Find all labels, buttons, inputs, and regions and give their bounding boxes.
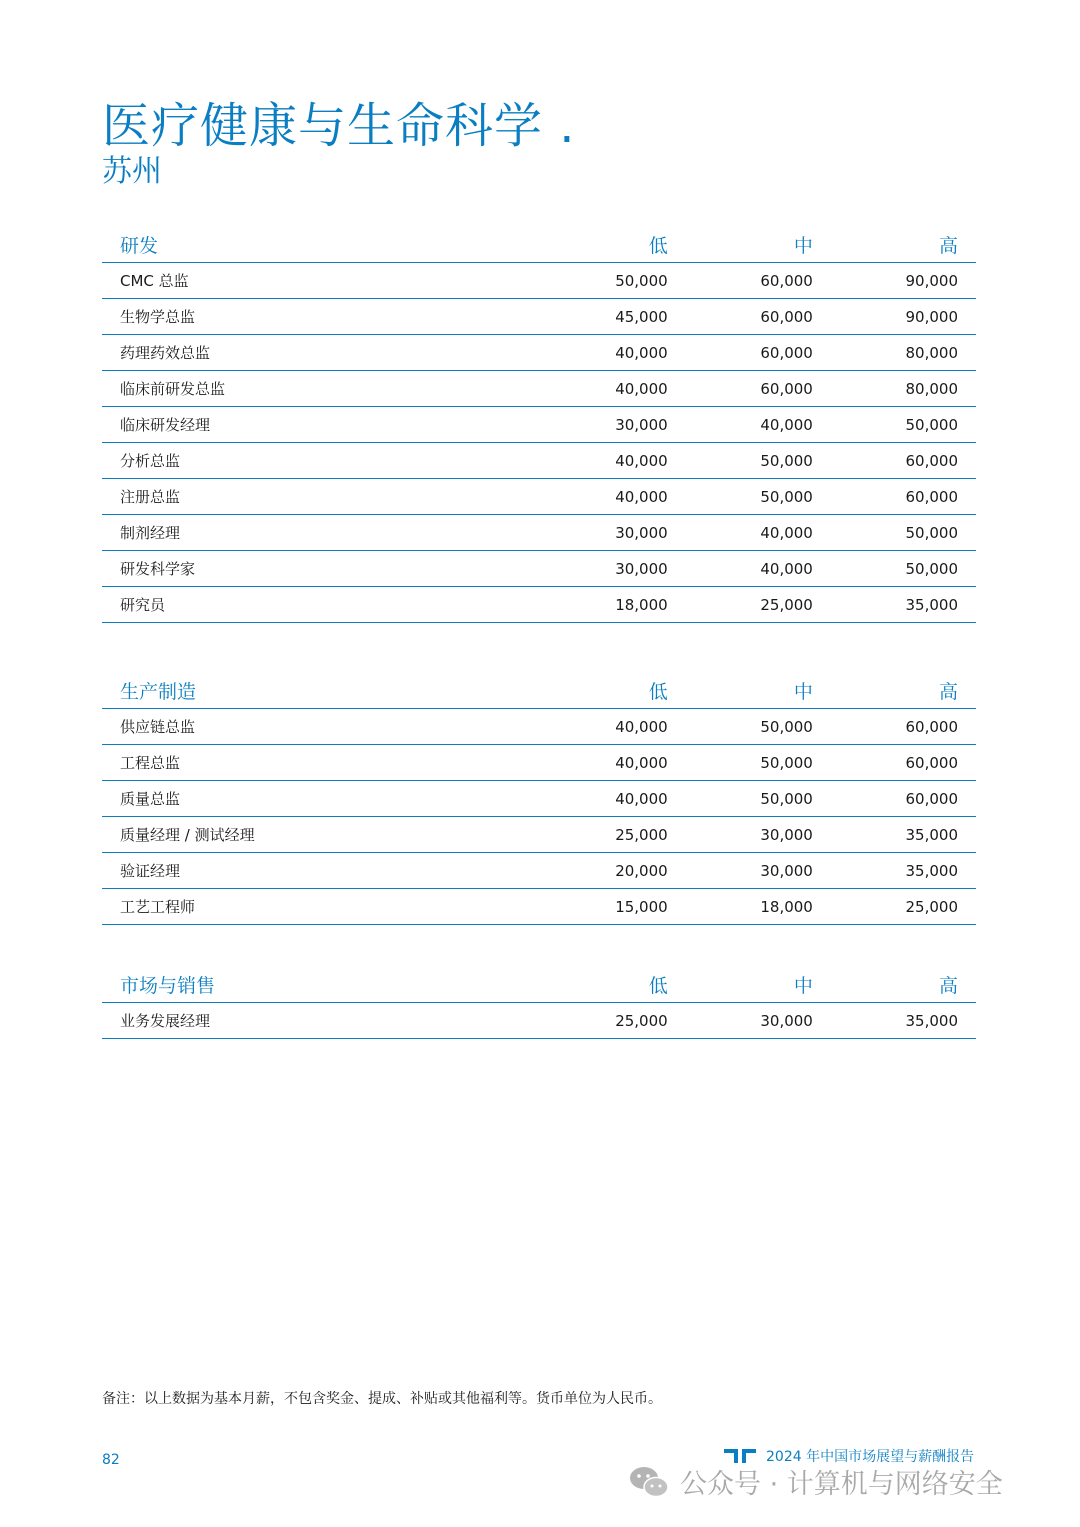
footnote: 备注：以上数据为基本月薪，不包含奖金、提成、补贴或其他福利等。货币单位为人民币。 xyxy=(102,1391,662,1407)
table-row xyxy=(102,335,976,371)
wechat-icon xyxy=(628,1464,670,1500)
salary-mid: 50,000 xyxy=(760,717,813,736)
salary-low: 20,000 xyxy=(615,861,668,880)
salary-high: 60,000 xyxy=(905,451,959,470)
column-mid: 中 xyxy=(793,234,813,257)
salary-high: 60,000 xyxy=(905,717,959,736)
table-row xyxy=(102,853,976,889)
salary-high: 35,000 xyxy=(905,861,959,880)
section-title: 研发 xyxy=(120,234,159,257)
role-name: 生物学总监 xyxy=(120,308,196,326)
salary-low: 40,000 xyxy=(615,487,668,506)
salary-mid: 40,000 xyxy=(760,415,813,434)
salary-low: 25,000 xyxy=(615,825,668,844)
role-name: 注册总监 xyxy=(120,488,181,506)
section-title: 市场与销售 xyxy=(120,974,216,997)
table-row xyxy=(102,889,976,925)
salary-mid: 60,000 xyxy=(760,343,813,362)
salary-mid: 30,000 xyxy=(760,825,813,844)
salary-low: 40,000 xyxy=(615,379,668,398)
column-low: 低 xyxy=(648,974,668,997)
table-row xyxy=(102,709,976,745)
table-row xyxy=(102,781,976,817)
role-name: 药理药效总监 xyxy=(120,344,211,362)
table-row xyxy=(102,299,976,335)
column-mid: 中 xyxy=(793,974,813,997)
role-name: CMC 总监 xyxy=(120,272,189,290)
salary-low: 45,000 xyxy=(615,307,668,326)
page-subtitle: 苏州 xyxy=(102,154,162,189)
salary-table-marketing-sales xyxy=(102,966,976,1039)
report-title: 2024 年中国市场展望与薪酬报告 xyxy=(766,1449,975,1465)
table-row xyxy=(102,817,976,853)
column-low: 低 xyxy=(648,680,668,703)
role-name: 质量经理 / 测试经理 xyxy=(120,826,255,844)
section-title: 生产制造 xyxy=(120,680,197,703)
salary-low: 15,000 xyxy=(615,897,668,916)
role-name: 制剂经理 xyxy=(120,524,181,542)
role-name: 分析总监 xyxy=(120,452,181,470)
role-name: 研发科学家 xyxy=(120,560,196,578)
page-title: 医疗健康与生命科学 . xyxy=(102,98,576,154)
table-row xyxy=(102,263,976,299)
salary-low: 40,000 xyxy=(615,753,668,772)
salary-high: 90,000 xyxy=(905,307,959,326)
salary-high: 50,000 xyxy=(905,559,959,578)
salary-mid: 25,000 xyxy=(760,595,813,614)
salary-high: 90,000 xyxy=(905,271,959,290)
table-row xyxy=(102,479,976,515)
salary-high: 60,000 xyxy=(905,789,959,808)
salary-low: 40,000 xyxy=(615,343,668,362)
salary-high: 50,000 xyxy=(905,415,959,434)
salary-mid: 50,000 xyxy=(760,753,813,772)
salary-mid: 40,000 xyxy=(760,523,813,542)
salary-low: 40,000 xyxy=(615,451,668,470)
table-header xyxy=(102,226,976,263)
watermark xyxy=(628,1462,1003,1501)
salary-high: 35,000 xyxy=(905,825,959,844)
salary-mid: 50,000 xyxy=(760,487,813,506)
salary-high: 25,000 xyxy=(905,897,959,916)
salary-low: 40,000 xyxy=(615,717,668,736)
salary-mid: 30,000 xyxy=(760,1011,813,1030)
column-high: 高 xyxy=(939,680,959,703)
table-row xyxy=(102,371,976,407)
salary-high: 80,000 xyxy=(905,379,959,398)
page-number: 82 xyxy=(102,1452,120,1468)
salary-low: 30,000 xyxy=(615,523,668,542)
salary-low: 18,000 xyxy=(615,595,668,614)
salary-mid: 50,000 xyxy=(760,789,813,808)
salary-high: 60,000 xyxy=(905,753,959,772)
salary-mid: 60,000 xyxy=(760,379,813,398)
watermark-text: 公众号 · 计算机与网络安全 xyxy=(680,1469,1003,1500)
role-name: 工艺工程师 xyxy=(120,898,196,916)
role-name: 临床研发经理 xyxy=(120,416,211,434)
salary-mid: 18,000 xyxy=(760,897,813,916)
salary-high: 35,000 xyxy=(905,1011,959,1030)
table-row xyxy=(102,587,976,623)
role-name: 业务发展经理 xyxy=(120,1012,211,1030)
salary-low: 40,000 xyxy=(615,789,668,808)
column-low: 低 xyxy=(648,234,668,257)
column-mid: 中 xyxy=(793,680,813,703)
table-header xyxy=(102,672,976,709)
salary-high: 35,000 xyxy=(905,595,959,614)
role-name: 研究员 xyxy=(120,596,166,614)
salary-mid: 30,000 xyxy=(760,861,813,880)
table-row xyxy=(102,515,976,551)
salary-mid: 50,000 xyxy=(760,451,813,470)
salary-low: 50,000 xyxy=(615,271,668,290)
salary-high: 60,000 xyxy=(905,487,959,506)
role-name: 验证经理 xyxy=(120,862,181,880)
table-row xyxy=(102,1003,976,1039)
role-name: 工程总监 xyxy=(120,754,181,772)
role-name: 质量总监 xyxy=(120,790,181,808)
salary-mid: 60,000 xyxy=(760,307,813,326)
salary-low: 30,000 xyxy=(615,559,668,578)
salary-high: 80,000 xyxy=(905,343,959,362)
salary-low: 25,000 xyxy=(615,1011,668,1030)
table-header xyxy=(102,966,976,1003)
role-name: 供应链总监 xyxy=(120,718,196,736)
salary-table-manufacturing xyxy=(102,672,976,925)
salary-mid: 60,000 xyxy=(760,271,813,290)
table-row xyxy=(102,745,976,781)
role-name: 临床前研发总监 xyxy=(120,380,226,398)
salary-mid: 40,000 xyxy=(760,559,813,578)
table-row xyxy=(102,551,976,587)
salary-high: 50,000 xyxy=(905,523,959,542)
salary-table-rnd xyxy=(102,226,976,623)
column-high: 高 xyxy=(939,974,959,997)
table-row xyxy=(102,407,976,443)
column-high: 高 xyxy=(939,234,959,257)
salary-low: 30,000 xyxy=(615,415,668,434)
table-row xyxy=(102,443,976,479)
